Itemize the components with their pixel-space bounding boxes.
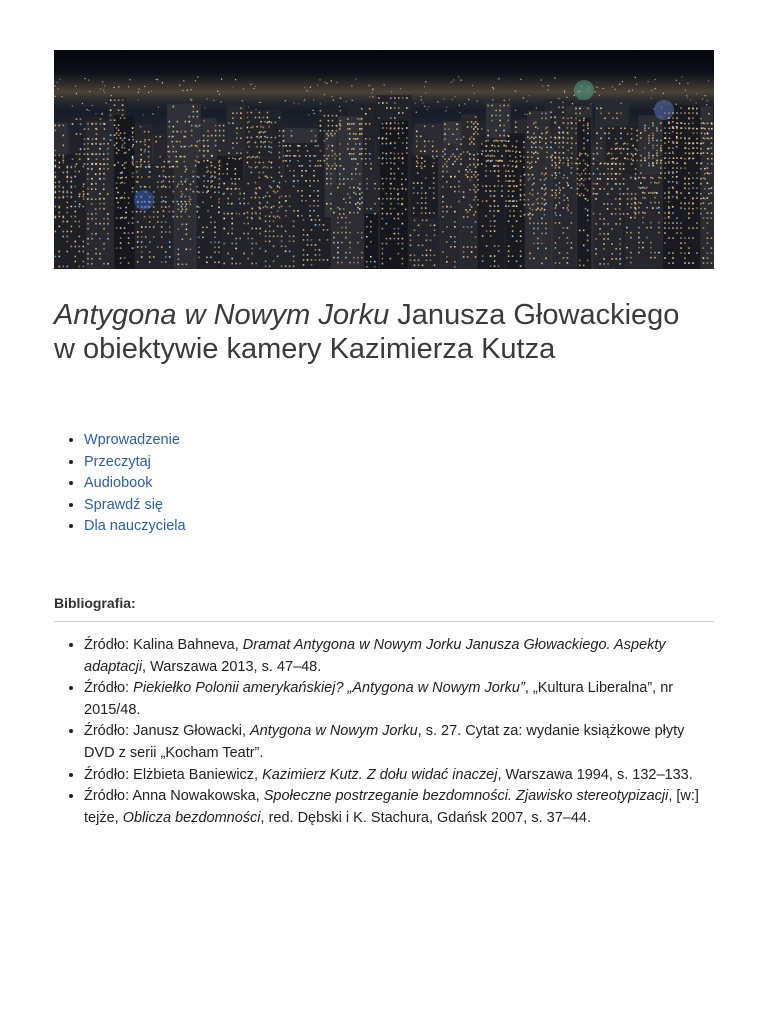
section-navigation xyxy=(54,430,186,538)
nav-link-wprowadzenie[interactable]: Wprowadzenie xyxy=(84,432,180,448)
city-skyline-illustration xyxy=(54,50,714,269)
bibliography-list xyxy=(54,635,714,829)
nav-item-przeczytaj xyxy=(84,452,186,474)
section-divider xyxy=(54,621,714,622)
source-prefix: Źródło: Elżbieta Baniewicz, xyxy=(84,766,263,783)
source-details: , Warszawa 2013, s. 47–48. xyxy=(142,658,322,675)
source-title: Kazimierz Kutz. Z dołu widać inaczej xyxy=(262,766,498,783)
source-title: Dramat Antygona w Nowym Jorku Janusza Głowackiego. Aspekty adaptacji xyxy=(84,637,666,675)
source-prefix: Źródło: Janusz Głowacki, xyxy=(84,723,251,740)
bibliography-item xyxy=(84,786,714,829)
nav-link-audiobook[interactable]: Audiobook xyxy=(84,475,153,492)
title-second-line: w obiektywie kamery Kazimierza Kutza xyxy=(54,333,556,365)
hero-image xyxy=(54,50,714,269)
nav-link-sprawdz-sie[interactable]: Sprawdź się xyxy=(84,496,163,513)
source-title: Piekiełko Polonii amerykańskiej? „Antygona w Nowym Jorku” xyxy=(133,680,525,697)
nav-item-sprawdz-sie xyxy=(84,495,186,517)
nav-link-przeczytaj[interactable]: Przeczytaj xyxy=(84,453,151,470)
nav-item-dla-nauczyciela xyxy=(84,516,186,538)
source-details: , „Kultura Liberalna”, nr 2015/48. xyxy=(84,680,674,718)
source-prefix: Źródło: xyxy=(84,680,134,697)
source-title: Społeczne postrzeganie bezdomności. Zjawisko stereotypizacji xyxy=(263,788,669,805)
bibliography-item xyxy=(84,721,714,764)
bibliography-item xyxy=(84,678,714,721)
source-subtitle: Oblicza bezdomności xyxy=(122,809,261,826)
bibliography-item xyxy=(84,765,714,787)
title-italic-part: Antygona w Nowym Jorku xyxy=(54,299,390,331)
source-details: , s. 27. Cytat za: wydanie książkowe płyty DVD z serii „Kocham Teatr”. xyxy=(84,723,685,761)
source-prefix: Źródło: Anna Nowakowska, xyxy=(84,788,264,805)
bibliography-item xyxy=(84,635,714,678)
source-connector: , [w:] tejże, xyxy=(84,788,699,826)
source-prefix: Źródło: Kalina Bahneva, xyxy=(84,637,243,653)
source-title: Antygona w Nowym Jorku xyxy=(250,723,418,740)
nav-link-dla-nauczyciela[interactable]: Dla nauczyciela xyxy=(84,518,186,535)
page-title xyxy=(54,298,714,366)
title-author-part: Janusza Głowackiego xyxy=(389,299,680,331)
nav-item-wprowadzenie xyxy=(84,430,186,452)
source-details: , Warszawa 1994, s. 132–133. xyxy=(497,766,693,783)
source-details: , red. Dębski i K. Stachura, Gdańsk 2007, s. 37–44. xyxy=(260,809,591,826)
nav-item-audiobook xyxy=(84,473,186,495)
bibliography-heading: Bibliografia: xyxy=(54,595,136,611)
